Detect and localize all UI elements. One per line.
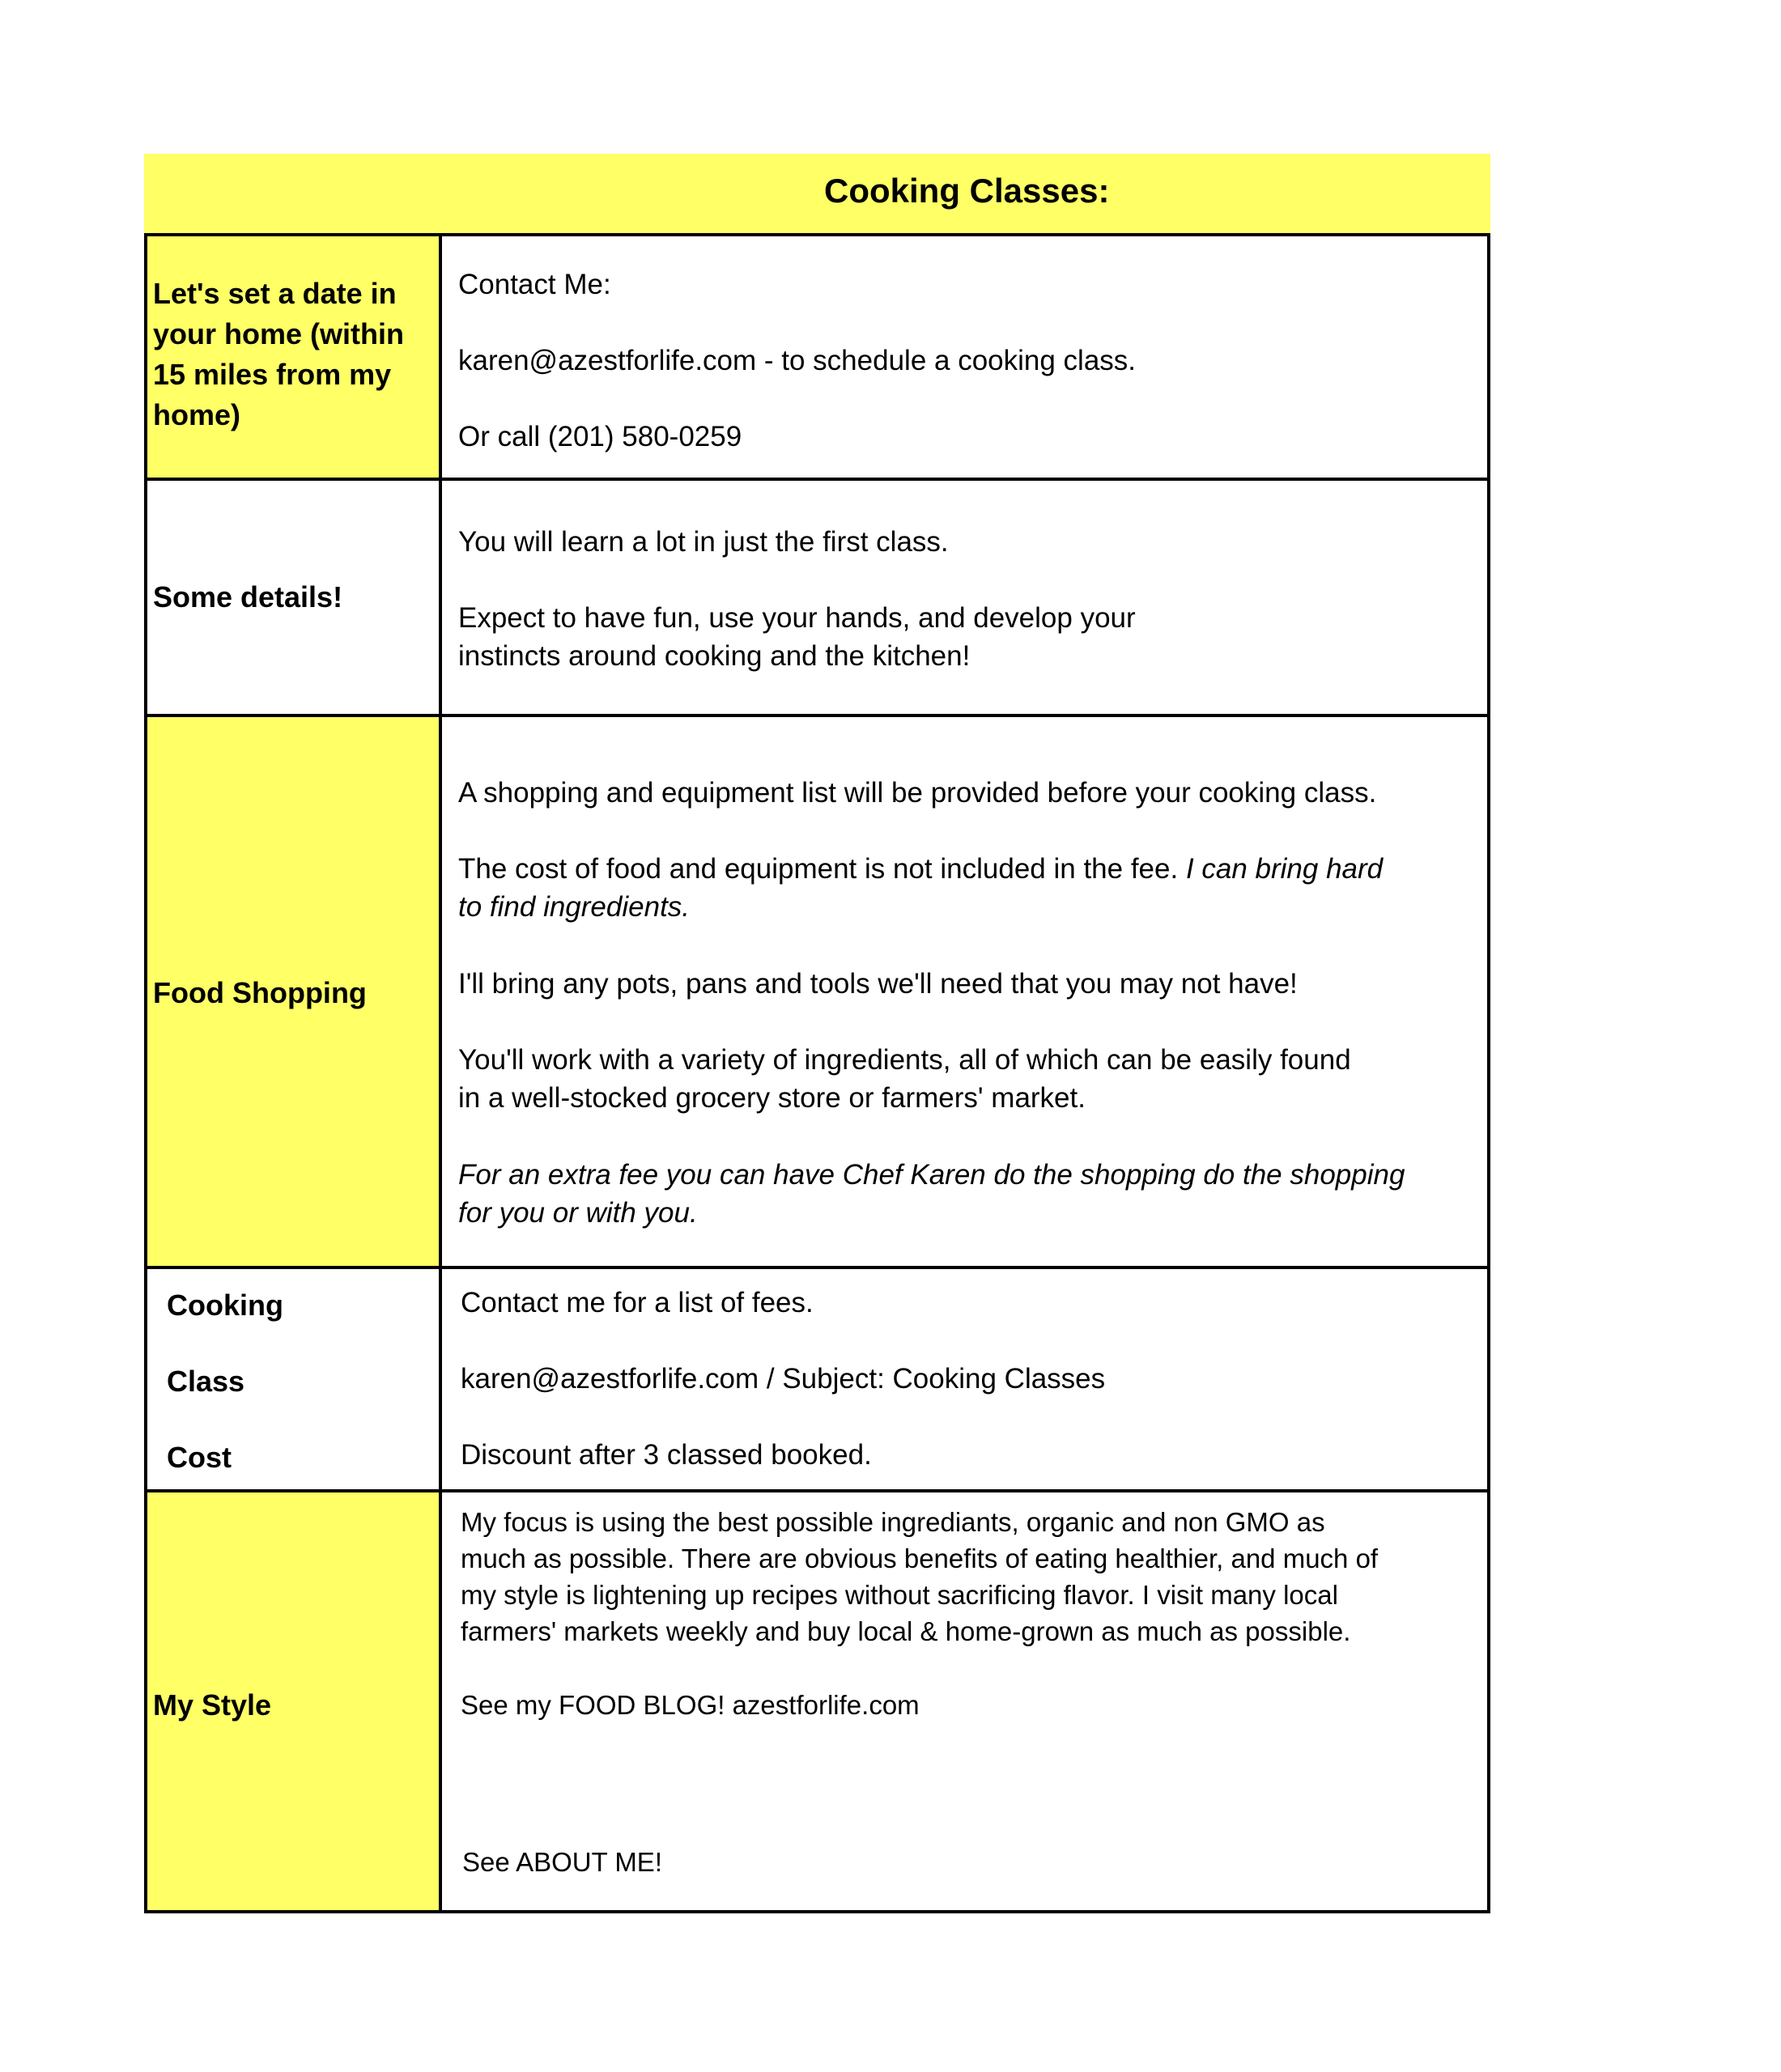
contact-label-cell bbox=[147, 236, 442, 478]
shopping-cost-italic: to find ingredients. bbox=[458, 891, 691, 923]
shopping-cost-italic: I can bring hard bbox=[1185, 853, 1384, 885]
details-label-cell bbox=[147, 481, 442, 714]
contact-email[interactable]: karen@azestforlife.com - to schedule a cooking class. bbox=[458, 345, 1137, 376]
shopping-paragraph: You'll work with a variety of ingredients, all of which can be easily found bbox=[458, 1044, 1351, 1076]
contact-row bbox=[147, 236, 1487, 481]
classes-table bbox=[144, 233, 1490, 1913]
about-me-link[interactable]: See ABOUT ME! bbox=[462, 1847, 662, 1877]
style-row bbox=[147, 1492, 1487, 1910]
title-band bbox=[144, 154, 1490, 233]
contact-label-line: home) bbox=[153, 398, 240, 431]
contact-phone[interactable]: Or call (201) 580-0259 bbox=[458, 421, 742, 452]
shopping-paragraph bbox=[458, 1194, 698, 1232]
style-label: My Style bbox=[153, 1688, 272, 1722]
shopping-paragraph: I'll bring any pots, pans and tools we'll need that you may not have! bbox=[458, 968, 1298, 1000]
contact-label-line: 15 miles from my bbox=[153, 358, 392, 391]
shopping-paragraph: A shopping and equipment list will be provided before your cooking class. bbox=[458, 777, 1377, 809]
shopping-label: Food Shopping bbox=[153, 976, 367, 1009]
contact-label-line: Let's set a date in bbox=[153, 277, 397, 310]
details-line: You will learn a lot in just the first class. bbox=[458, 526, 949, 558]
contact-heading: Contact Me: bbox=[458, 269, 611, 300]
shopping-row bbox=[147, 717, 1487, 1269]
cost-line: Discount after 3 classed booked. bbox=[461, 1439, 872, 1471]
cost-label-line: Cooking bbox=[167, 1289, 283, 1322]
style-paragraph-line: My focus is using the best possible ingrediants, organic and non GMO as bbox=[461, 1507, 1325, 1537]
cost-label-line: Class bbox=[167, 1365, 245, 1398]
cost-row bbox=[147, 1269, 1487, 1492]
cost-email[interactable]: karen@azestforlife.com / Subject: Cooking Classes bbox=[461, 1363, 1106, 1395]
shopping-paragraph bbox=[458, 1156, 1405, 1194]
shopping-extra-fee: For an extra fee you can have Chef Karen do the shopping do the shopping bbox=[458, 1159, 1405, 1191]
style-paragraph-line: my style is lightening up recipes without sacrificing flavor. I visit many local bbox=[461, 1580, 1338, 1610]
shopping-cost-text: The cost of food and equipment is not included in the fee. bbox=[458, 853, 1186, 885]
food-blog-link[interactable]: See my FOOD BLOG! azestforlife.com bbox=[461, 1690, 920, 1720]
page-title: Cooking Classes: bbox=[824, 172, 1110, 210]
shopping-paragraph bbox=[458, 888, 690, 926]
cost-line: Contact me for a list of fees. bbox=[461, 1287, 814, 1318]
shopping-paragraph: in a well-stocked grocery store or farmers' market. bbox=[458, 1082, 1086, 1114]
shopping-paragraph bbox=[458, 850, 1383, 888]
cost-label-cell bbox=[147, 1269, 442, 1489]
style-paragraph-line: much as possible. There are obvious benefits of eating healthier, and much of bbox=[461, 1543, 1379, 1573]
cost-label-line: Cost bbox=[167, 1441, 232, 1474]
shopping-label-cell bbox=[147, 717, 442, 1266]
details-label: Some details! bbox=[153, 580, 343, 614]
details-line: Expect to have fun, use your hands, and develop your bbox=[458, 602, 1136, 634]
shopping-extra-fee: for you or with you. bbox=[458, 1197, 698, 1229]
style-paragraph-line: farmers' markets weekly and buy local & home-grown as much as possible. bbox=[461, 1616, 1351, 1646]
details-row bbox=[147, 481, 1487, 717]
details-line: instincts around cooking and the kitchen! bbox=[458, 640, 971, 672]
style-label-cell bbox=[147, 1492, 442, 1910]
contact-label-line: your home (within bbox=[153, 317, 404, 350]
